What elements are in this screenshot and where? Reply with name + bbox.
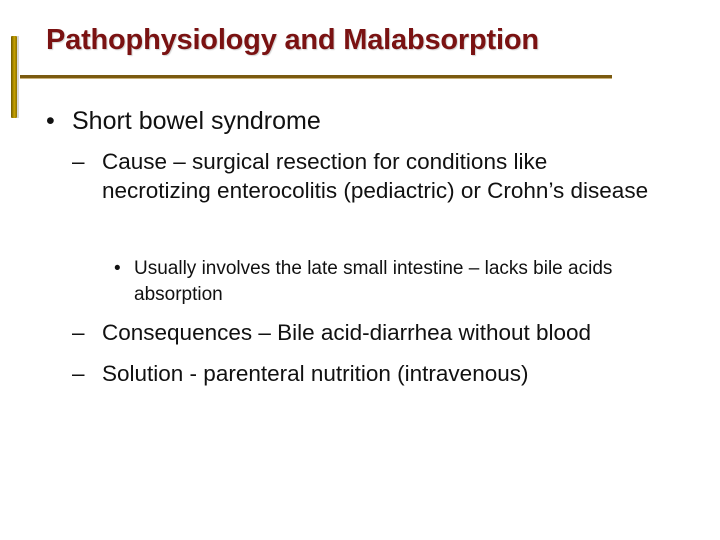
bullet-marker: • <box>114 258 121 279</box>
subbullet-text: Solution - parenteral nutrition (intravenous) <box>102 361 529 386</box>
subbullet-consequences <box>72 318 662 347</box>
subbullet-text: Consequences – Bile acid-diarrhea without blood <box>102 320 592 345</box>
subbullet-solution <box>72 359 662 388</box>
bullet-text: Short bowel syndrome <box>72 107 321 135</box>
bullet-marker: • <box>46 107 55 135</box>
title-underline-shadow <box>20 78 612 79</box>
dash-marker: – <box>72 320 85 345</box>
subsubbullet-late-small-intestine <box>114 256 640 308</box>
dash-marker: – <box>72 361 85 386</box>
bullet-short-bowel-syndrome <box>46 104 321 138</box>
subbullet-cause <box>72 147 662 205</box>
accent-bar-shadow <box>17 36 19 118</box>
slide-title: Pathophysiology and Malabsorption <box>46 24 539 56</box>
subsubbullet-text: Usually involves the late small intestine – lacks bile acids absorption <box>134 258 613 305</box>
dash-marker: – <box>72 149 85 174</box>
subbullet-text: Cause – surgical resection for conditions like necrotizing enterocolitis (pediactric) or Crohn’s disease <box>102 149 649 203</box>
